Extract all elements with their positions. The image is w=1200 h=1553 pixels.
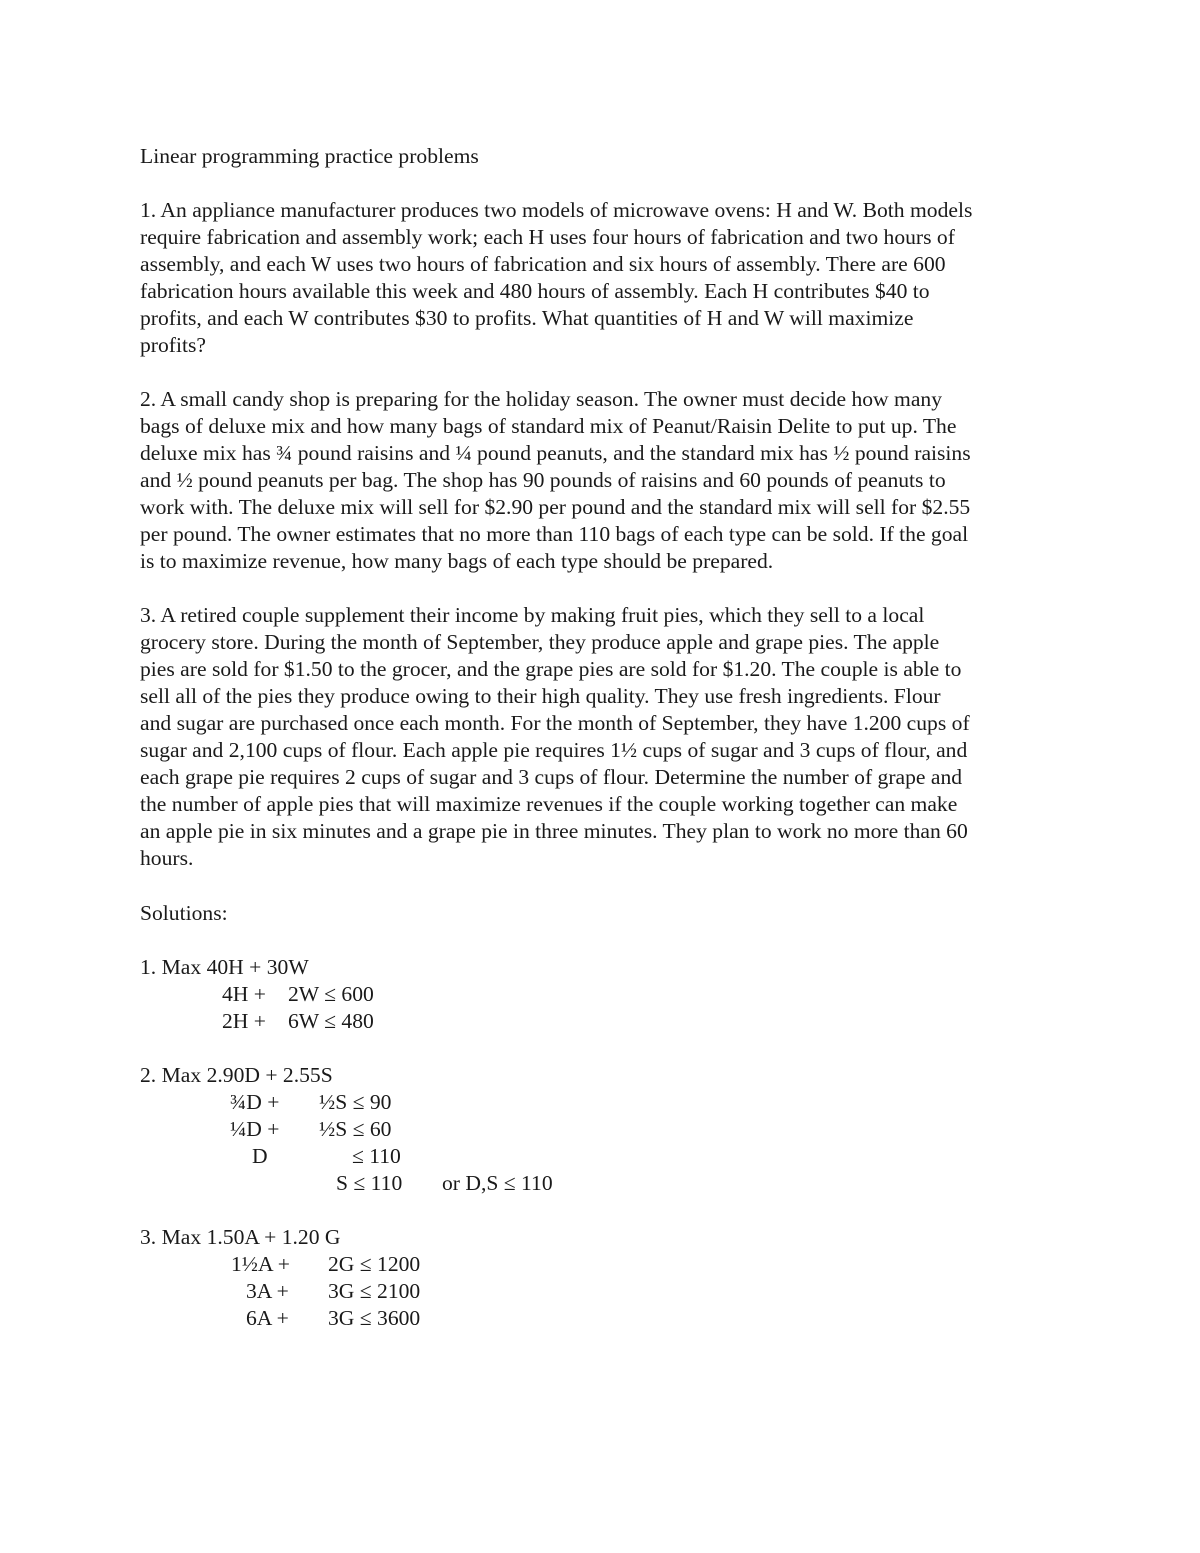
constraint-term-b: ½S ≤ 90: [319, 1090, 392, 1114]
constraint-term-b: 6W ≤ 480: [288, 1009, 374, 1033]
problem-line: bags of deluxe mix and how many bags of standard mix of Peanut/Raisin Delite to put up. The: [140, 414, 957, 438]
problem-line: and ½ pound peanuts per bag. The shop has 90 pounds of raisins and 60 pounds of peanuts to: [140, 468, 946, 492]
constraint-row: [140, 1008, 840, 1035]
constraint-term-a: 4H +: [222, 982, 266, 1006]
solution-objective: 1. Max 40H + 30W: [140, 955, 309, 979]
constraint-term-a: 1½A +: [231, 1252, 290, 1276]
problem-line: work with. The deluxe mix will sell for $2.90 per pound and the standard mix will sell for $2.55: [140, 495, 971, 519]
constraint-term-b: 3G ≤ 2100: [328, 1279, 421, 1303]
constraint-row: [140, 1116, 840, 1143]
problem-line: grocery store. During the month of September, they produce apple and grape pies. The apple: [140, 630, 940, 654]
constraint-term-a: ¾D +: [230, 1090, 280, 1114]
problem-line: the number of apple pies that will maximize revenues if the couple working together can make: [140, 792, 958, 816]
problem-line: require fabrication and assembly work; each H uses four hours of fabrication and two hours of: [140, 225, 955, 249]
problem-line: 3. A retired couple supplement their income by making fruit pies, which they sell to a local: [140, 603, 925, 627]
constraint-term-a: 6A +: [246, 1306, 289, 1330]
problem-line: 2. A small candy shop is preparing for the holiday season. The owner must decide how many: [140, 387, 943, 411]
document-title: Linear programming practice problems: [140, 144, 479, 168]
solution-1: [140, 954, 840, 1035]
problem-line: hours.: [140, 846, 194, 870]
constraint-row: [140, 1278, 840, 1305]
problem-line: 1. An appliance manufacturer produces two models of microwave ovens: H and W. Both models: [140, 198, 973, 222]
problem-line: and sugar are purchased once each month. For the month of September, they have 1.200 cups of: [140, 711, 970, 735]
constraint-row: [140, 1170, 840, 1197]
solution-3: [140, 1224, 840, 1332]
problem-line: pies are sold for $1.50 to the grocer, and the grape pies are sold for $1.20. The couple is able to: [140, 657, 962, 681]
constraint-term-a: 3A +: [246, 1279, 289, 1303]
constraint-row: [140, 1305, 840, 1332]
problem-line: per pound. The owner estimates that no more than 110 bags of each type can be sold. If the goal: [140, 522, 969, 546]
constraint-row: [140, 1251, 840, 1278]
problem-line: is to maximize revenue, how many bags of each type should be prepared.: [140, 549, 774, 573]
constraint-term-a: D: [252, 1144, 268, 1168]
problem-line: deluxe mix has ¾ pound raisins and ¼ pound peanuts, and the standard mix has ½ pound raisins: [140, 441, 971, 465]
problem-line: an apple pie in six minutes and a grape pie in three minutes. They plan to work no more than 60: [140, 819, 968, 843]
constraint-row: [140, 981, 840, 1008]
solutions-heading: Solutions:: [140, 901, 228, 925]
problem-line: fabrication hours available this week and 480 hours of assembly. Each H contributes $40 to: [140, 279, 930, 303]
constraint-term-b: 2G ≤ 1200: [328, 1252, 421, 1276]
solution-2: [140, 1062, 840, 1197]
constraint-alternative: or D,S ≤ 110: [442, 1171, 553, 1195]
solution-objective: 3. Max 1.50A + 1.20 G: [140, 1225, 341, 1249]
problem-3: [140, 602, 1100, 872]
constraint-row: [140, 1089, 840, 1116]
constraint-term-b: ½S ≤ 60: [319, 1117, 392, 1141]
problem-1: [140, 197, 1100, 359]
problem-line: sugar and 2,100 cups of flour. Each apple pie requires 1½ cups of sugar and 3 cups of flour, and: [140, 738, 968, 762]
problem-line: profits, and each W contributes $30 to profits. What quantities of H and W will maximize: [140, 306, 914, 330]
constraint-row: [140, 1143, 840, 1170]
solution-objective: 2. Max 2.90D + 2.55S: [140, 1063, 333, 1087]
constraint-term-b: 3G ≤ 3600: [328, 1306, 421, 1330]
problem-line: assembly, and each W uses two hours of fabrication and six hours of assembly. There are 600: [140, 252, 946, 276]
problem-line: profits?: [140, 333, 206, 357]
problem-2: [140, 386, 1100, 575]
constraint-term-b: 2W ≤ 600: [288, 982, 374, 1006]
constraint-term-a: ¼D +: [230, 1117, 280, 1141]
problem-line: each grape pie requires 2 cups of sugar and 3 cups of flour. Determine the number of grape and: [140, 765, 963, 789]
constraint-term-a: 2H +: [222, 1009, 266, 1033]
problem-line: sell all of the pies they produce owing to their high quality. They use fresh ingredients. Flour: [140, 684, 941, 708]
constraint-term-b: ≤ 110: [352, 1144, 401, 1168]
constraint-term-b: S ≤ 110: [336, 1171, 403, 1195]
